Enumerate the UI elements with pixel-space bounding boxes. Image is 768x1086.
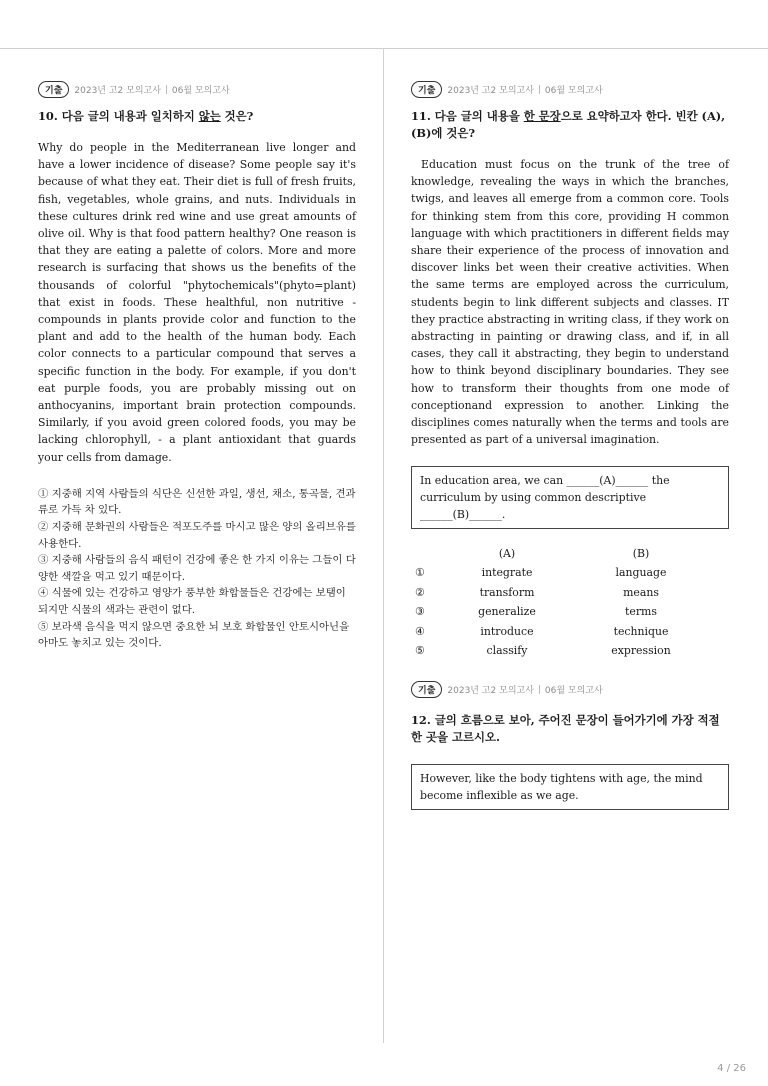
q11-option-1[interactable]: ① integrate language [415, 566, 667, 580]
q12-given-sentence-box: However, like the body tightens with age, the mind become inflexible as we age. [411, 764, 729, 810]
q10-year: 2023년 고2 모의고사 [74, 85, 161, 96]
q11-separator [539, 85, 540, 94]
q11-exam: 06월 모의고사 [544, 85, 603, 96]
q11-tag-badge: 기출 [411, 81, 442, 98]
question-11 [411, 80, 729, 660]
question-10 [38, 80, 356, 652]
q11-option-5[interactable]: ⑤ classify expression [415, 644, 671, 658]
q10-choice-5[interactable]: ⑤ 보라색 음식을 먹지 않으면 중요한 뇌 보호 화합물인 안토시아닌을 아마도 놓치고 있는 것이다. [38, 620, 350, 650]
q11-answer-header [415, 543, 715, 563]
q10-separator [166, 85, 167, 94]
q11-passage: Education must focus on the trunk of the tree of knowledge, revealing the ways in which the branches, twigs, and leaves all emerge from a common core. Tools for thinking stem from this core, providing H common language with which practitioners in different fields may share their experience of the process of innovation and discover links bet ween their creative activities. When the same terms are employed across the curriculum, students begin to link different subjects and classes. IT they practice abstracting in writing class, if they work on abstracting in painting or drawing class, and if, in all cases, they call it abstracting, they begin to understand how to think beyond disciplinary boundaries. They see how to transform their thoughts from one mode of conceptionand expression to another. Linking the disciplines comes naturally when the terms and tools are presented as part of a universal imagination. [411, 158, 729, 447]
q11-option-3[interactable]: ③ generalize terms [415, 605, 657, 619]
q12-tag-badge: 기출 [411, 681, 442, 698]
header-rule [0, 48, 768, 49]
q10-choice-2[interactable]: ② 지중해 문화권의 사람들은 적포도주를 마시고 많은 양의 올리브유를 사용한다. [38, 521, 356, 550]
q10-exam: 06월 모의고사 [171, 85, 230, 96]
page-number: 4 / 26 [717, 1063, 746, 1074]
q12-title: 12. 글의 흐름으로 보아, 주어진 문장이 들어가기에 가장 적절한 곳을 고르시오. [411, 713, 720, 745]
q11-option-2[interactable]: ② transform means [415, 585, 659, 599]
q10-choice-3[interactable]: ③ 지중해 사람들의 음식 패턴이 건강에 좋은 한 가지 이유는 그들이 다양한 색깔을 먹고 있기 때문이다. [38, 554, 356, 583]
column-divider [383, 48, 384, 1043]
q10-source [38, 80, 356, 98]
q11-header-a: (A) [498, 546, 516, 560]
q12-separator [539, 685, 540, 694]
q10-choice-1[interactable]: ① 지중해 지역 사람들의 식단은 신선한 과일, 생선, 채소, 통곡물, 견과류로 가득 차 있다. [38, 487, 356, 517]
q12-year: 2023년 고2 모의고사 [447, 685, 534, 696]
q11-title: 11. 다음 글의 내용을 한 문장으로 요약하고자 한다. 빈칸 (A), (B)에 것은? [411, 109, 726, 140]
q11-option-4[interactable]: ④ introduce technique [415, 624, 669, 638]
right-column [411, 80, 729, 810]
q11-source [411, 80, 729, 98]
q11-answer-table [415, 543, 715, 660]
q12-source [411, 680, 729, 698]
q12-exam: 06월 모의고사 [544, 685, 603, 696]
q10-choice-4[interactable]: ④ 식물에 있는 건강하고 영양가 풍부한 화합물들은 건강에는 보탬이 되지만 식물의 색과는 관련이 없다. [38, 587, 346, 617]
q10-title: 10. 다음 글의 내용과 일치하지 않는 것은? [38, 109, 254, 123]
q11-summary-box: In education area, we can ______(A)______ the curriculum by using common descriptive ______(B)______. [411, 466, 729, 529]
q10-choices [38, 486, 356, 652]
question-12 [411, 680, 729, 810]
q10-passage: Why do people in the Mediterranean live longer and have a lower incidence of disease? Some people say it's because of what they eat. Their diet is full of fresh fruits, fish, vegetables, whole grains, and nuts. Individuals in these cultures drink red wine and use great amounts of olive oil. Why is that food pattern healthy? One reason is that they are eating a palette of colors. More and more research is surfacing that shows us the benefits of the thousands of colorful "phytochemicals"(phyto=plant) that exist in foods. These healthful, non nutritive - compounds in plants provide color and function to the plant and add to the health of the human body. Each color connects to a particular compound that serves a specific function in the body. For example, if you don't eat purple foods, you are probably missing out on anthocyanins, important brain protection compounds. Similarly, if you avoid green colored foods, you may be lacking chlorophyll, - a plant antioxidant that guards your cells from damage. [38, 141, 356, 464]
q11-year: 2023년 고2 모의고사 [447, 85, 534, 96]
q11-header-b: (B) [632, 546, 650, 560]
q10-tag-badge: 기출 [38, 81, 69, 98]
